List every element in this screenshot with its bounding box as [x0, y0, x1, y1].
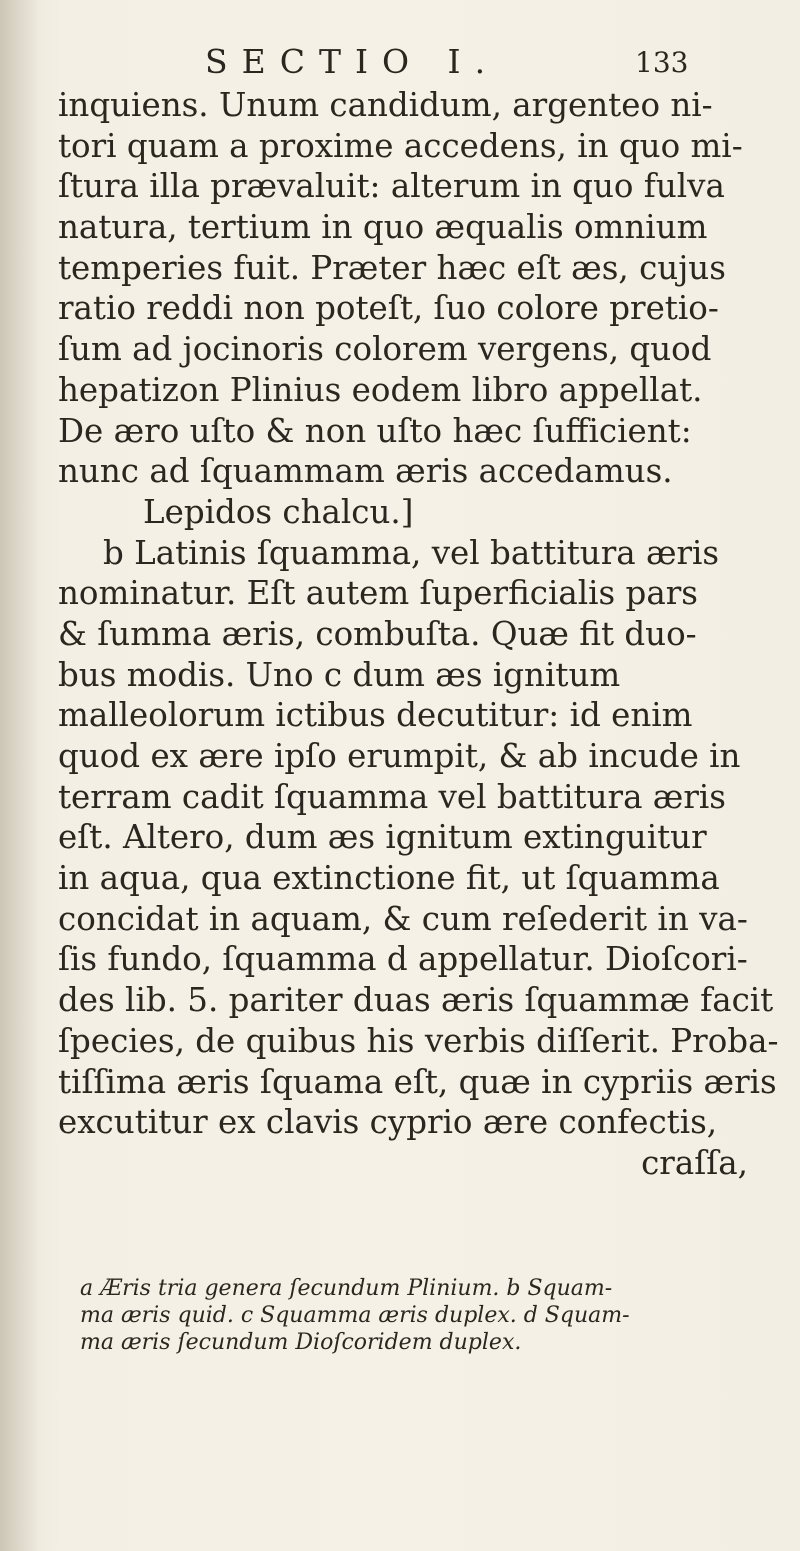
footnote-line: ma æris ſecundum Dioſcoridem duplex.	[80, 1330, 522, 1355]
lemma-line: Lepidos chalcu.]	[143, 492, 414, 531]
text-line: quod ex ære ipſo erumpit, & ab incude in	[58, 737, 741, 775]
gutter-shadow	[0, 0, 40, 1551]
text-line: tori quam a proxime accedens, in quo mi-	[58, 126, 743, 165]
text-line: natura, tertium in quo æqualis omnium	[58, 208, 708, 247]
text-line: & ſumma æris, combuſta. Quæ fit duo-	[58, 614, 697, 653]
catchword: craſſa,	[641, 1143, 748, 1182]
text-line: ſtura illa prævaluit: alterum in quo fulva	[58, 167, 725, 206]
text-line: De æro uſto & non uſto hæc ſufficient:	[58, 411, 692, 450]
text-line: temperies fuit. Præter hæc eſt æs, cujus	[58, 248, 726, 287]
page-number: 133	[635, 46, 689, 79]
text-line: concidat in aquam, & cum reſederit in va-	[58, 899, 748, 938]
text-line: bus modis. Uno c dum æs ignitum	[58, 655, 621, 694]
text-line: terram cadit ſquamma vel battitura æris	[58, 777, 726, 816]
footnote-line: a Æris tria genera ſecundum Plinium. b Squam-	[80, 1276, 613, 1301]
text-line: inquiens. Unum candidum, argenteo ni-	[58, 86, 713, 124]
footnote-line: ma æris quid. c Squamma æris duplex. d Squam-	[80, 1303, 630, 1328]
text-line: ſpecies, de quibus his verbis diſſerit. Proba-	[58, 1021, 779, 1060]
text-line: ſis fundo, ſquamma d appellatur. Dioſcori-	[58, 940, 748, 979]
text-line: hepatizon Plinius eodem libro appellat.	[58, 370, 703, 409]
text-line: b Latinis ſquamma, vel battitura æris	[103, 533, 720, 572]
text-line: malleolorum ictibus decutitur: id enim	[58, 696, 693, 735]
text-line: excutitur ex clavis cyprio ære confectis,	[58, 1103, 718, 1142]
main-text	[58, 85, 779, 1184]
text-line: eſt. Altero, dum æs ignitum extinguitur	[58, 818, 707, 857]
text-line: ratio reddi non poteſt, ſuo colore pretio-	[58, 289, 719, 328]
text-line: des lib. 5. pariter duas æris ſquammæ facit	[58, 981, 774, 1020]
text-line: in aqua, qua extinctione fit, ut ſquamma	[58, 859, 720, 898]
section-title: SECTIO I.	[205, 42, 500, 81]
text-line: ſum ad jocinoris colorem vergens, quod	[58, 330, 712, 369]
running-header	[205, 42, 689, 88]
marginal-notes	[80, 1275, 740, 1356]
text-line: tiſſima æris ſquama eſt, quæ in cypriis æris	[58, 1062, 777, 1101]
text-line: nunc ad ſquammam æris accedamus.	[58, 452, 673, 491]
text-line: nominatur. Eſt autem ſuperficialis pars	[58, 574, 698, 613]
